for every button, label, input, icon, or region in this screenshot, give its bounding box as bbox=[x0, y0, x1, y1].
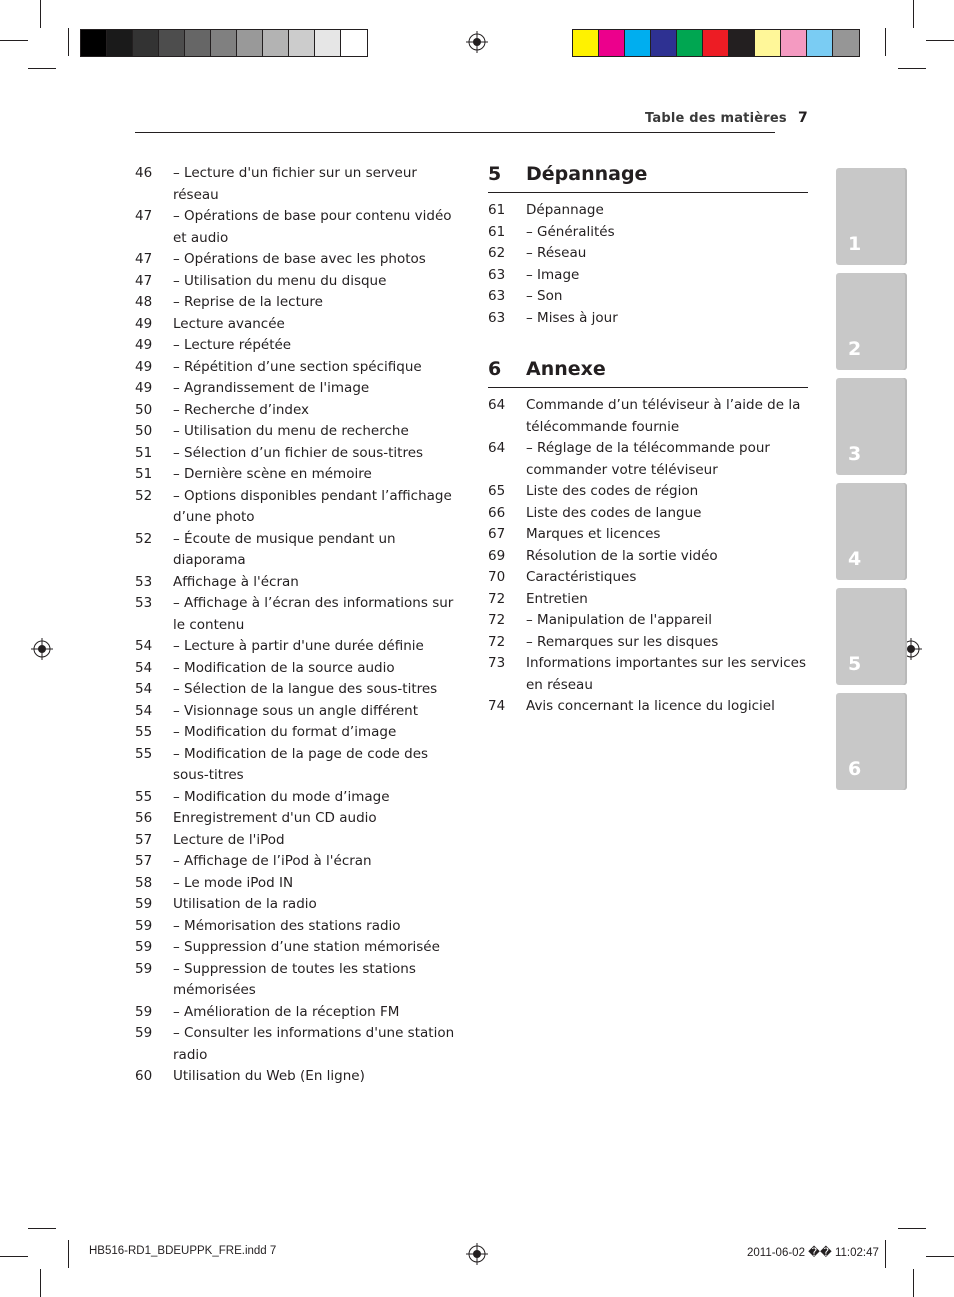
toc-page-number: 59 bbox=[135, 896, 153, 912]
toc-entry-text: – Son bbox=[526, 288, 563, 304]
crop-mark bbox=[898, 68, 926, 69]
toc-entry-text: – Reprise de la lecture bbox=[173, 294, 323, 310]
toc-entry-text: – Consulter les informations d'une station radio bbox=[173, 1025, 455, 1063]
toc-entry[interactable] bbox=[135, 249, 465, 271]
gray-swatch bbox=[263, 30, 289, 56]
toc-entry-text: Marques et licences bbox=[526, 526, 661, 542]
toc-page-number: 52 bbox=[135, 487, 153, 504]
toc-entry-text: Caractéristiques bbox=[526, 569, 637, 585]
toc-entry-text: – Options disponibles pendant l’affichage d’une photo bbox=[173, 487, 452, 525]
toc-entry-text: – Lecture à partir d'une durée définie bbox=[173, 638, 424, 654]
toc-entry-text: – Affichage à l’écran des informations sur le contenu bbox=[173, 595, 454, 633]
toc-entry-text: – Agrandissement de l'image bbox=[173, 380, 370, 396]
toc-entry-text: – Réseau bbox=[526, 245, 587, 261]
toc-page-number: 55 bbox=[135, 724, 153, 740]
toc-entry[interactable] bbox=[135, 443, 465, 465]
crop-mark bbox=[926, 40, 954, 41]
toc-page-number: 54 bbox=[135, 659, 153, 676]
chapter-tab-label: 4 bbox=[848, 548, 862, 570]
section-heading bbox=[488, 163, 808, 189]
toc-entry-text: – Sélection d’un fichier de sous-titres bbox=[173, 444, 424, 461]
toc-entry-text: Affichage à l'écran bbox=[173, 573, 299, 590]
section-divider bbox=[488, 192, 808, 193]
section-title: Dépannage bbox=[526, 163, 648, 185]
toc-page-number: 55 bbox=[135, 745, 153, 762]
toc-entry[interactable] bbox=[135, 937, 465, 959]
toc-page-number: 73 bbox=[488, 655, 506, 671]
toc-entry-text: Résolution de la sortie vidéo bbox=[526, 547, 718, 564]
toc-entry-text: Utilisation du Web (En ligne) bbox=[173, 1068, 365, 1084]
crop-mark bbox=[885, 1240, 886, 1268]
toc-entry-text: – Remarques sur les disques bbox=[526, 633, 719, 650]
toc-entry-text: – Lecture répétée bbox=[173, 337, 292, 353]
gray-swatch bbox=[341, 30, 367, 56]
toc-entry[interactable] bbox=[135, 959, 465, 1002]
toc-entry[interactable] bbox=[488, 546, 818, 568]
toc-entry[interactable] bbox=[135, 1023, 465, 1066]
crop-mark bbox=[913, 0, 914, 28]
color-swatch bbox=[599, 30, 625, 56]
toc-page-number: 49 bbox=[135, 337, 153, 353]
chapter-tab-label: 3 bbox=[848, 443, 862, 465]
toc-entry[interactable] bbox=[135, 722, 465, 744]
gray-swatch bbox=[159, 30, 185, 56]
toc-page-number: 55 bbox=[135, 788, 153, 805]
toc-entry[interactable] bbox=[488, 589, 818, 611]
toc-entry[interactable] bbox=[135, 357, 465, 379]
toc-entry[interactable] bbox=[488, 395, 818, 438]
toc-page-number: 74 bbox=[488, 698, 506, 714]
section-divider bbox=[488, 387, 808, 388]
toc-entry-text: – Répétition d’une section spécifique bbox=[173, 358, 422, 375]
toc-page-number: 63 bbox=[488, 309, 506, 326]
toc-page-number: 61 bbox=[488, 223, 506, 240]
toc-entry[interactable] bbox=[135, 701, 465, 723]
toc-entry[interactable] bbox=[488, 265, 818, 287]
page-header-title: Table des matières bbox=[645, 111, 787, 126]
page-number: 7 bbox=[798, 110, 808, 126]
crop-mark bbox=[0, 1256, 28, 1257]
toc-page-number: 72 bbox=[488, 590, 506, 607]
toc-entry-text: – Modification de la source audio bbox=[173, 659, 395, 676]
toc-entry[interactable] bbox=[135, 808, 465, 830]
toc-entry[interactable] bbox=[488, 503, 818, 525]
toc-entry-text: – Dernière scène en mémoire bbox=[173, 466, 372, 482]
toc-page-number: 63 bbox=[488, 288, 506, 304]
toc-entry-text: – Utilisation du menu de recherche bbox=[173, 423, 409, 439]
toc-page-number: 49 bbox=[135, 380, 153, 396]
toc-entry[interactable] bbox=[488, 286, 818, 308]
toc-entry[interactable] bbox=[135, 894, 465, 916]
toc-entry-text: Liste des codes de langue bbox=[526, 504, 702, 521]
chapter-tab-5[interactable] bbox=[836, 588, 907, 685]
toc-entry[interactable] bbox=[135, 679, 465, 701]
header-divider bbox=[135, 132, 775, 133]
color-swatch bbox=[703, 30, 729, 56]
toc-page-number: 50 bbox=[135, 423, 153, 439]
toc-entry-text: – Recherche d’index bbox=[173, 401, 310, 418]
toc-page-number: 51 bbox=[135, 466, 153, 482]
crop-mark bbox=[0, 40, 28, 41]
toc-page-number: 59 bbox=[135, 939, 153, 955]
chapter-tab-4[interactable] bbox=[836, 483, 907, 580]
toc-page-number: 51 bbox=[135, 444, 153, 461]
gray-swatch bbox=[107, 30, 133, 56]
toc-page-number: 69 bbox=[488, 547, 506, 564]
toc-entry[interactable] bbox=[488, 243, 818, 265]
toc-entry-text: – Utilisation du menu du disque bbox=[173, 272, 387, 289]
toc-page-number: 47 bbox=[135, 272, 153, 289]
chapter-tab-3[interactable] bbox=[836, 378, 907, 475]
toc-page-number: 53 bbox=[135, 595, 153, 611]
gray-swatch bbox=[315, 30, 341, 56]
toc-page-number: 59 bbox=[135, 1025, 153, 1041]
section-title: Annexe bbox=[526, 358, 606, 380]
toc-page-number: 52 bbox=[135, 530, 153, 547]
chapter-tab-1[interactable] bbox=[836, 168, 907, 265]
toc-entry-text: – Manipulation de l'appareil bbox=[526, 612, 712, 628]
toc-page-number: 61 bbox=[488, 202, 506, 218]
crop-mark bbox=[913, 1269, 914, 1297]
toc-page-number: 59 bbox=[135, 1003, 153, 1020]
toc-entry[interactable] bbox=[488, 610, 818, 632]
toc-entry[interactable] bbox=[135, 271, 465, 293]
chapter-tab-2[interactable] bbox=[836, 273, 907, 370]
toc-entry-text: Utilisation de la radio bbox=[173, 896, 317, 912]
toc-entry[interactable] bbox=[135, 593, 465, 636]
toc-page-number: 67 bbox=[488, 526, 506, 542]
color-swatch bbox=[729, 30, 755, 56]
gray-swatch bbox=[185, 30, 211, 56]
toc-entry[interactable] bbox=[135, 916, 465, 938]
section-heading bbox=[488, 358, 808, 384]
crop-mark bbox=[40, 0, 41, 28]
toc-entry-text: – Généralités bbox=[526, 223, 615, 240]
color-swatch bbox=[833, 30, 859, 56]
toc-entry[interactable] bbox=[135, 636, 465, 658]
toc-entry-text: – Modification de la page de code des sous-titres bbox=[173, 745, 429, 783]
toc-entry-text: Liste des codes de région bbox=[526, 483, 699, 499]
crop-mark bbox=[68, 28, 69, 56]
toc-page-number: 50 bbox=[135, 401, 153, 418]
toc-entry-text: – Suppression de toutes les stations mémorisées bbox=[173, 960, 416, 998]
toc-page-number: 54 bbox=[135, 681, 153, 697]
toc-page-number: 58 bbox=[135, 874, 153, 891]
toc-entry[interactable] bbox=[135, 658, 465, 680]
toc-page-number: 46 bbox=[135, 165, 153, 181]
toc-entry[interactable] bbox=[135, 851, 465, 873]
color-swatch bbox=[781, 30, 807, 56]
toc-entry[interactable] bbox=[488, 200, 818, 222]
registration-mark-icon bbox=[466, 31, 488, 53]
toc-page-number: 57 bbox=[135, 831, 153, 848]
toc-entry-text: – Suppression d’une station mémorisée bbox=[173, 939, 440, 955]
toc-page-number: 48 bbox=[135, 294, 153, 310]
gray-swatch bbox=[211, 30, 237, 56]
toc-entry[interactable] bbox=[135, 744, 465, 787]
color-swatch bbox=[625, 30, 651, 56]
color-swatch bbox=[651, 30, 677, 56]
crop-mark bbox=[28, 1228, 56, 1229]
color-swatch bbox=[573, 30, 599, 56]
toc-entry[interactable] bbox=[135, 529, 465, 572]
toc-entry[interactable] bbox=[488, 567, 818, 589]
toc-entry[interactable] bbox=[488, 524, 818, 546]
toc-entry[interactable] bbox=[488, 438, 818, 481]
toc-entry[interactable] bbox=[135, 572, 465, 594]
footer-timestamp: 2011-06-02 �� 11:02:47 bbox=[747, 1247, 879, 1259]
toc-page-number: 62 bbox=[488, 245, 506, 261]
toc-entry[interactable] bbox=[135, 378, 465, 400]
toc-entry-text: – Lecture d'un fichier sur un serveur réseau bbox=[173, 165, 417, 203]
toc-entry-text: Avis concernant la licence du logiciel bbox=[526, 698, 775, 714]
toc-entry-text: – Mémorisation des stations radio bbox=[173, 917, 401, 934]
toc-page-number: 49 bbox=[135, 358, 153, 375]
color-swatch bbox=[807, 30, 833, 56]
toc-entry-text: – Écoute de musique pendant un diaporama bbox=[173, 530, 396, 568]
toc-entry[interactable] bbox=[135, 335, 465, 357]
toc-entry-text: – Sélection de la langue des sous-titres bbox=[173, 681, 438, 697]
toc-page-number: 53 bbox=[135, 573, 153, 590]
crop-mark bbox=[40, 1269, 41, 1297]
toc-page-number: 47 bbox=[135, 208, 153, 224]
registration-mark-icon bbox=[31, 638, 53, 660]
toc-entry[interactable] bbox=[488, 222, 818, 244]
toc-page-number: 63 bbox=[488, 266, 506, 283]
toc-page-number: 60 bbox=[135, 1068, 153, 1084]
toc-entry[interactable] bbox=[135, 486, 465, 529]
toc-entry[interactable] bbox=[135, 1002, 465, 1024]
toc-entry-text: – Mises à jour bbox=[526, 309, 618, 326]
section-number: 5 bbox=[488, 163, 502, 185]
color-swatch bbox=[755, 30, 781, 56]
toc-entry[interactable] bbox=[135, 830, 465, 852]
toc-entry[interactable] bbox=[135, 1066, 465, 1088]
toc-entry-text: – Opérations de base pour contenu vidéo et audio bbox=[173, 208, 452, 246]
crop-mark bbox=[898, 1228, 926, 1229]
color-swatch bbox=[677, 30, 703, 56]
crop-mark bbox=[68, 1240, 69, 1268]
chapter-tab-label: 5 bbox=[848, 653, 862, 675]
toc-entry-text: – Amélioration de la réception FM bbox=[173, 1003, 400, 1020]
toc-page-number: 70 bbox=[488, 569, 506, 585]
gray-swatch bbox=[81, 30, 107, 56]
toc-entry-text: Entretien bbox=[526, 590, 588, 607]
crop-mark bbox=[28, 68, 56, 69]
toc-page-number: 64 bbox=[488, 440, 506, 456]
toc-page-number: 65 bbox=[488, 483, 506, 499]
color-swatch-bar bbox=[572, 29, 860, 57]
toc-page-number: 56 bbox=[135, 810, 153, 826]
toc-page-number: 66 bbox=[488, 504, 506, 521]
toc-entry[interactable] bbox=[488, 696, 818, 718]
chapter-tab-label: 1 bbox=[848, 233, 862, 255]
toc-page-number: 57 bbox=[135, 853, 153, 869]
gray-swatch bbox=[289, 30, 315, 56]
toc-page-number: 54 bbox=[135, 702, 153, 719]
toc-entry[interactable] bbox=[488, 653, 818, 696]
toc-entry[interactable] bbox=[135, 292, 465, 314]
toc-entry-text: Lecture de l'iPod bbox=[173, 831, 285, 848]
toc-entry[interactable] bbox=[135, 400, 465, 422]
toc-entry-text: – Modification du mode d’image bbox=[173, 788, 390, 805]
toc-entry-text: – Image bbox=[526, 266, 580, 283]
toc-entry-text: Informations importantes sur les services en réseau bbox=[526, 655, 806, 693]
toc-entry-text: – Affichage de l’iPod à l'écran bbox=[173, 853, 372, 869]
chapter-tab-label: 6 bbox=[848, 758, 862, 780]
toc-entry[interactable] bbox=[135, 787, 465, 809]
toc-entry-text: – Modification du format d’image bbox=[173, 724, 397, 740]
toc-page-number: 64 bbox=[488, 397, 506, 413]
footer-filename: HB516-RD1_BDEUPPK_FRE.indd 7 bbox=[89, 1245, 277, 1257]
gray-swatch-bar bbox=[80, 29, 368, 57]
chapter-tab-label: 2 bbox=[848, 338, 862, 360]
toc-entry-text: Commande d’un téléviseur à l’aide de la télécommande fournie bbox=[526, 397, 801, 435]
toc-entry-text: Lecture avancée bbox=[173, 315, 285, 332]
toc-page-number: 47 bbox=[135, 251, 153, 267]
toc-page-number: 59 bbox=[135, 960, 153, 977]
toc-entry-text: – Opérations de base avec les photos bbox=[173, 251, 426, 267]
toc-entry-text: – Le mode iPod IN bbox=[173, 874, 294, 891]
gray-swatch bbox=[237, 30, 263, 56]
toc-entry[interactable] bbox=[135, 421, 465, 443]
toc-entry-text: – Réglage de la télécommande pour commander votre téléviseur bbox=[526, 440, 770, 478]
toc-entry-text: Dépannage bbox=[526, 202, 604, 218]
toc-entry[interactable] bbox=[135, 314, 465, 336]
toc-page-number: 59 bbox=[135, 917, 153, 934]
crop-mark bbox=[926, 1256, 954, 1257]
toc-entry[interactable] bbox=[135, 206, 465, 249]
toc-page-number: 54 bbox=[135, 638, 153, 654]
toc-entry[interactable] bbox=[488, 481, 818, 503]
toc-page-number: 72 bbox=[488, 633, 506, 650]
section-number: 6 bbox=[488, 358, 502, 380]
toc-entry-text: – Visionnage sous un angle différent bbox=[173, 702, 418, 719]
toc-entry[interactable] bbox=[135, 464, 465, 486]
gray-swatch bbox=[133, 30, 159, 56]
toc-entry[interactable] bbox=[135, 873, 465, 895]
toc-entry-text: Enregistrement d'un CD audio bbox=[173, 810, 377, 826]
registration-mark-icon bbox=[466, 1243, 488, 1265]
toc-page-number: 49 bbox=[135, 315, 153, 332]
crop-mark bbox=[885, 28, 886, 56]
toc-entry[interactable] bbox=[488, 632, 818, 654]
toc-entry[interactable] bbox=[488, 308, 818, 330]
toc-entry[interactable] bbox=[135, 163, 465, 206]
toc-page-number: 72 bbox=[488, 612, 506, 628]
chapter-tab-6[interactable] bbox=[836, 693, 907, 790]
